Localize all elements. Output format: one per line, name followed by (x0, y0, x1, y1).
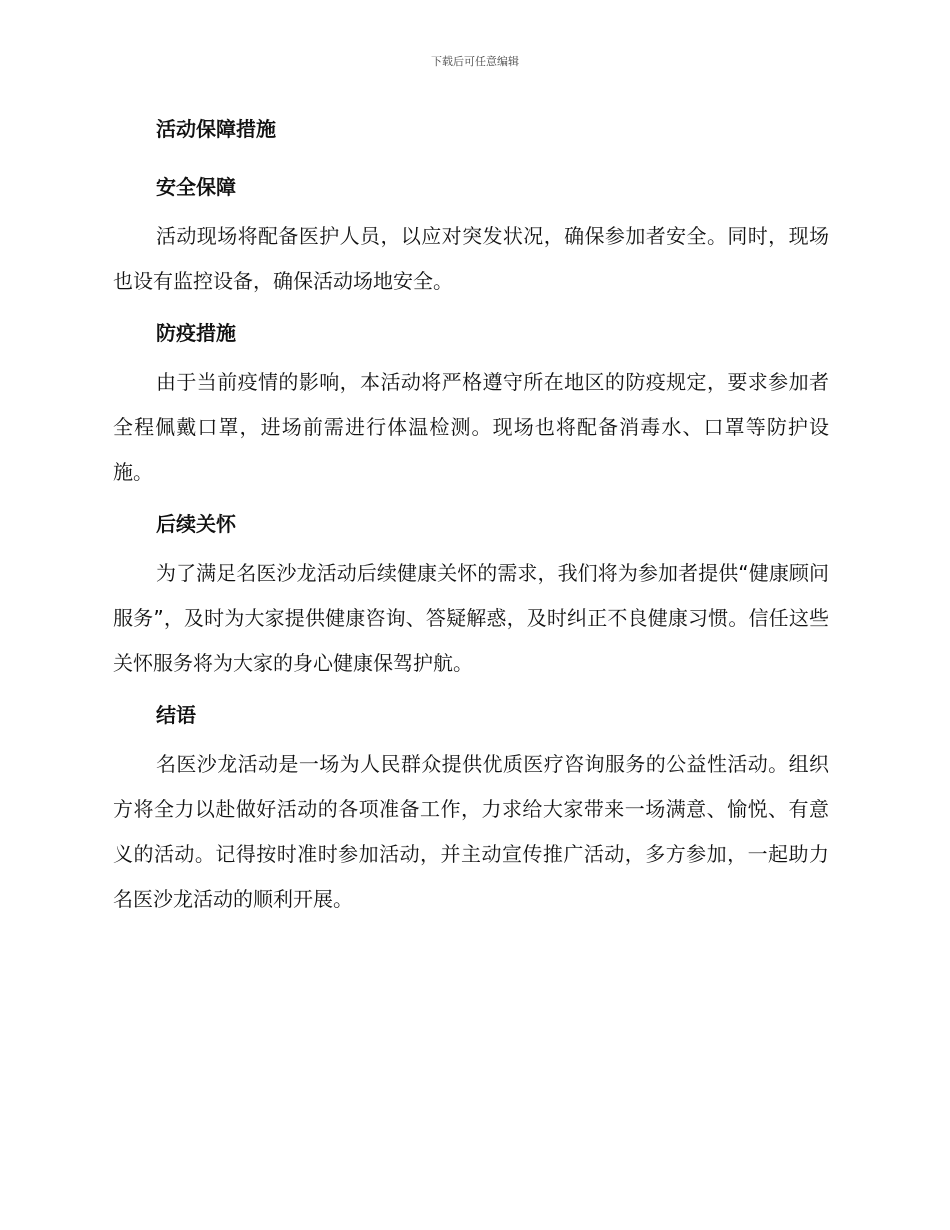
section-paragraph-safety: 活动现场将配备医护人员，以应对突发状况，确保参加者安全。同时，现场也设有监控设备，确保活动场地安全。 (113, 224, 829, 293)
section-heading-follow-up-care: 后续关怀 (156, 512, 236, 536)
section-heading-epidemic-prevention: 防疫措施 (156, 321, 236, 345)
section-heading-conclusion: 结语 (156, 703, 196, 727)
document-title: 活动保障措施 (156, 117, 276, 141)
section-paragraph-conclusion: 名医沙龙活动是一场为人民群众提供优质医疗咨询服务的公益性活动。组织方将全力以赴做好活动的各项准备工作，力求给大家带来一场满意、愉悦、有意义的活动。记得按时准时参加活动，并主动宣传推广活动，多方参加，一起助力名医沙龙活动的顺利开展。 (113, 752, 829, 911)
section-paragraph-follow-up-care: 为了满足名医沙龙活动后续健康关怀的需求，我们将为参加者提供“健康顾问服务”，及时为大家提供健康咨询、答疑解惑，及时纠正不良健康习惯。信任这些关怀服务将为大家的身心健康保驾护航。 (113, 561, 829, 675)
section-heading-safety: 安全保障 (156, 175, 236, 199)
document-body (113, 112, 829, 922)
page-header-note: 下载后可任意编辑 (431, 55, 519, 68)
section-paragraph-epidemic-prevention: 由于当前疫情的影响，本活动将严格遵守所在地区的防疫规定，要求参加者全程佩戴口罩，进场前需进行体温检测。现场也将配备消毒水、口罩等防护设施。 (113, 370, 829, 484)
